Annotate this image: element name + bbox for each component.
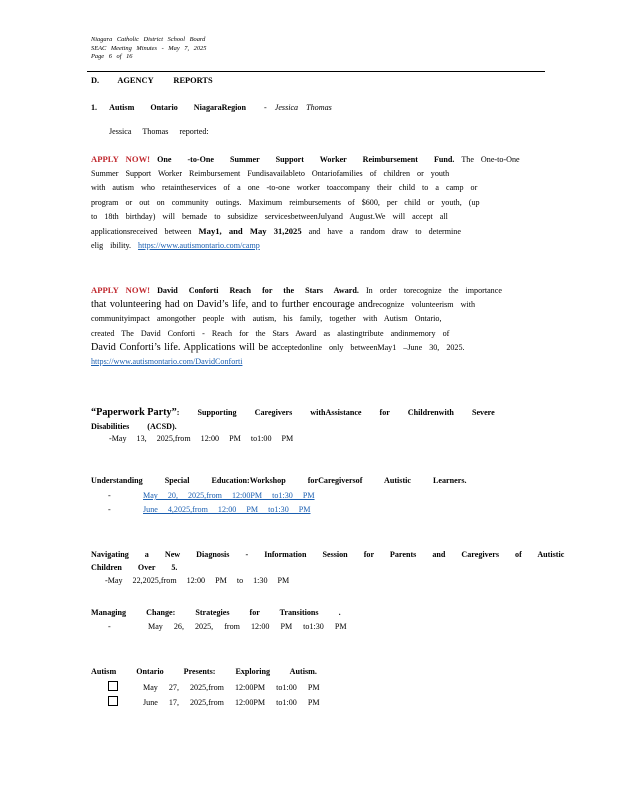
para2-line1-tail: In order torecognize the importance [365, 286, 502, 295]
event2-date-link-1[interactable]: May 20, 2025,from 12:00PM to1:30 PM [143, 491, 315, 500]
event5-title: Autism Ontario Presents: Exploring Autism. [91, 667, 317, 676]
event-managing-change [91, 608, 347, 631]
event1-date-1: -May 13, 2025,from 12:00 PM to1:00 PM [109, 434, 294, 443]
event5-date-1: May 27, 2025,from 12:00PM to1:00 PM [143, 683, 320, 692]
para1-line3: with autism who retaintheservices of a one -to-one worker toaccompany their child to a camp or [91, 183, 478, 193]
header-board: Niagara Catholic District School Board [91, 36, 206, 43]
event5-date-row-2 [91, 696, 320, 707]
event3-title-line2: Children Over 5. [91, 563, 178, 572]
event1-title [91, 402, 495, 420]
para1-line1-text: The One-to-One [461, 155, 520, 164]
section-heading [91, 76, 213, 85]
para1-line6-c: and have a random draw to determine [308, 227, 461, 237]
item1-heading [91, 103, 332, 112]
event2-date-link-2[interactable]: June 4,2025,from 12:00 PM to1:30 PM [143, 505, 311, 514]
para2-line2-main: that volunteering had on David’s life, and to further encourage and [91, 299, 373, 311]
conforti-link[interactable]: https://www.autismontario.com/DavidConforti [91, 357, 243, 367]
para1-line5: to 18th birthday) will bemade to subsidize servicesbetweenJulyand August.We will accept all [91, 211, 448, 221]
camp-link[interactable]: https://www.autismontario.com/camp [138, 241, 260, 251]
para2-line2 [91, 298, 531, 312]
header-rule [87, 71, 545, 72]
event-exploring-autism [91, 667, 320, 707]
event3-date-1: -May 22,2025,from 12:00 PM to 1:30 PM [105, 576, 290, 585]
paragraph-camp-fund [91, 152, 531, 253]
paragraph-conforti-award [91, 283, 531, 369]
header-meeting: SEAC Meeting Minutes - May 7, 2025 [91, 44, 207, 52]
para1-line7-a: elig ibility. [91, 241, 131, 251]
apply-now-label: APPLY NOW! [91, 154, 151, 164]
para2-line5-main: David Conforti’s life. Applications will be ac [91, 341, 281, 353]
event1-title-a: “Paperwork Party” [91, 407, 177, 418]
para1-line2: Summer Support Worker Reimbursement Fundisavailableto Ontariofamilies of children or youth [91, 169, 450, 179]
event1-title-line2: Disabilities (ACSD). [91, 422, 177, 431]
para1-line4: program or out on community outings. Maximum reimbursements of $600, per child or youth, (up [91, 197, 480, 207]
event5-date-row-1 [91, 681, 320, 692]
item1-presenter: - Jessica Thomas [264, 103, 332, 112]
header-page-number: Page 6 of 16 [91, 53, 133, 61]
event3-title: Navigating a New Diagnosis - Information Session for Parents and Caregivers of Autistic [91, 550, 565, 559]
para2-line4: created The David Conforti - Reach for the Stars Award as alastingtribute andinmemory of [91, 328, 450, 338]
event-understanding-special-ed [91, 476, 467, 514]
para1-date-range: May1, and May 31,2025 [198, 226, 302, 237]
event2-title: Understanding Special Education:Workshop forCaregiversof Autistic Learners. [91, 476, 467, 485]
para1-line6 [91, 224, 531, 239]
para1-line1 [91, 152, 531, 167]
para1-line6-a: applicationsreceived between [91, 227, 192, 237]
event2-date-row-2 [91, 505, 467, 514]
checkbox-bullet-icon [108, 681, 118, 691]
checkbox-bullet-icon [108, 696, 118, 706]
event4-title: Managing Change: Strategies for Transitions . [91, 608, 341, 617]
apply-now-label-2: APPLY NOW! [91, 285, 151, 295]
page-header [91, 36, 206, 62]
para2-line5-tail: ceptedonline only betweenMay1 –June 30, 2025. [280, 342, 465, 352]
para1-fund-title: One -to-One Summer Support Worker Reimbursement Fund. [157, 155, 455, 164]
para2-line6 [91, 355, 531, 369]
section-title: AGENCY REPORTS [117, 76, 213, 85]
item1-number: 1. [91, 103, 98, 112]
event-navigating-diagnosis [91, 550, 564, 585]
para2-line1 [91, 283, 531, 298]
event-paperwork-party [91, 402, 495, 443]
section-letter: D. [91, 76, 100, 85]
event4-date-row [91, 622, 347, 631]
event2-date-row-1 [91, 491, 467, 500]
event1-title-b: : Supporting Caregivers withAssistance for Childrenwith Severe [176, 408, 495, 417]
para2-award-title: David Conforti Reach for the Stars Award. [157, 286, 359, 295]
para2-line5 [91, 341, 531, 355]
item1-reported: Jessica Thomas reported: [109, 127, 209, 136]
event2-dash-1: - [108, 491, 111, 500]
para1-line7 [91, 239, 531, 253]
para2-line2-tail: recognize volunteerism with [372, 300, 476, 310]
event4-date-1: May 26, 2025, from 12:00 PM to1:30 PM [148, 622, 347, 631]
item1-title: Autism Ontario NiagaraRegion [109, 103, 246, 112]
event5-date-2: June 17, 2025,from 12:00PM to1:00 PM [143, 698, 320, 707]
event4-dash: - [108, 622, 111, 631]
event2-dash-2: - [108, 505, 111, 514]
para2-line3: communityimpact amongother people with autism, his family, together with Autism Ontario, [91, 314, 442, 324]
